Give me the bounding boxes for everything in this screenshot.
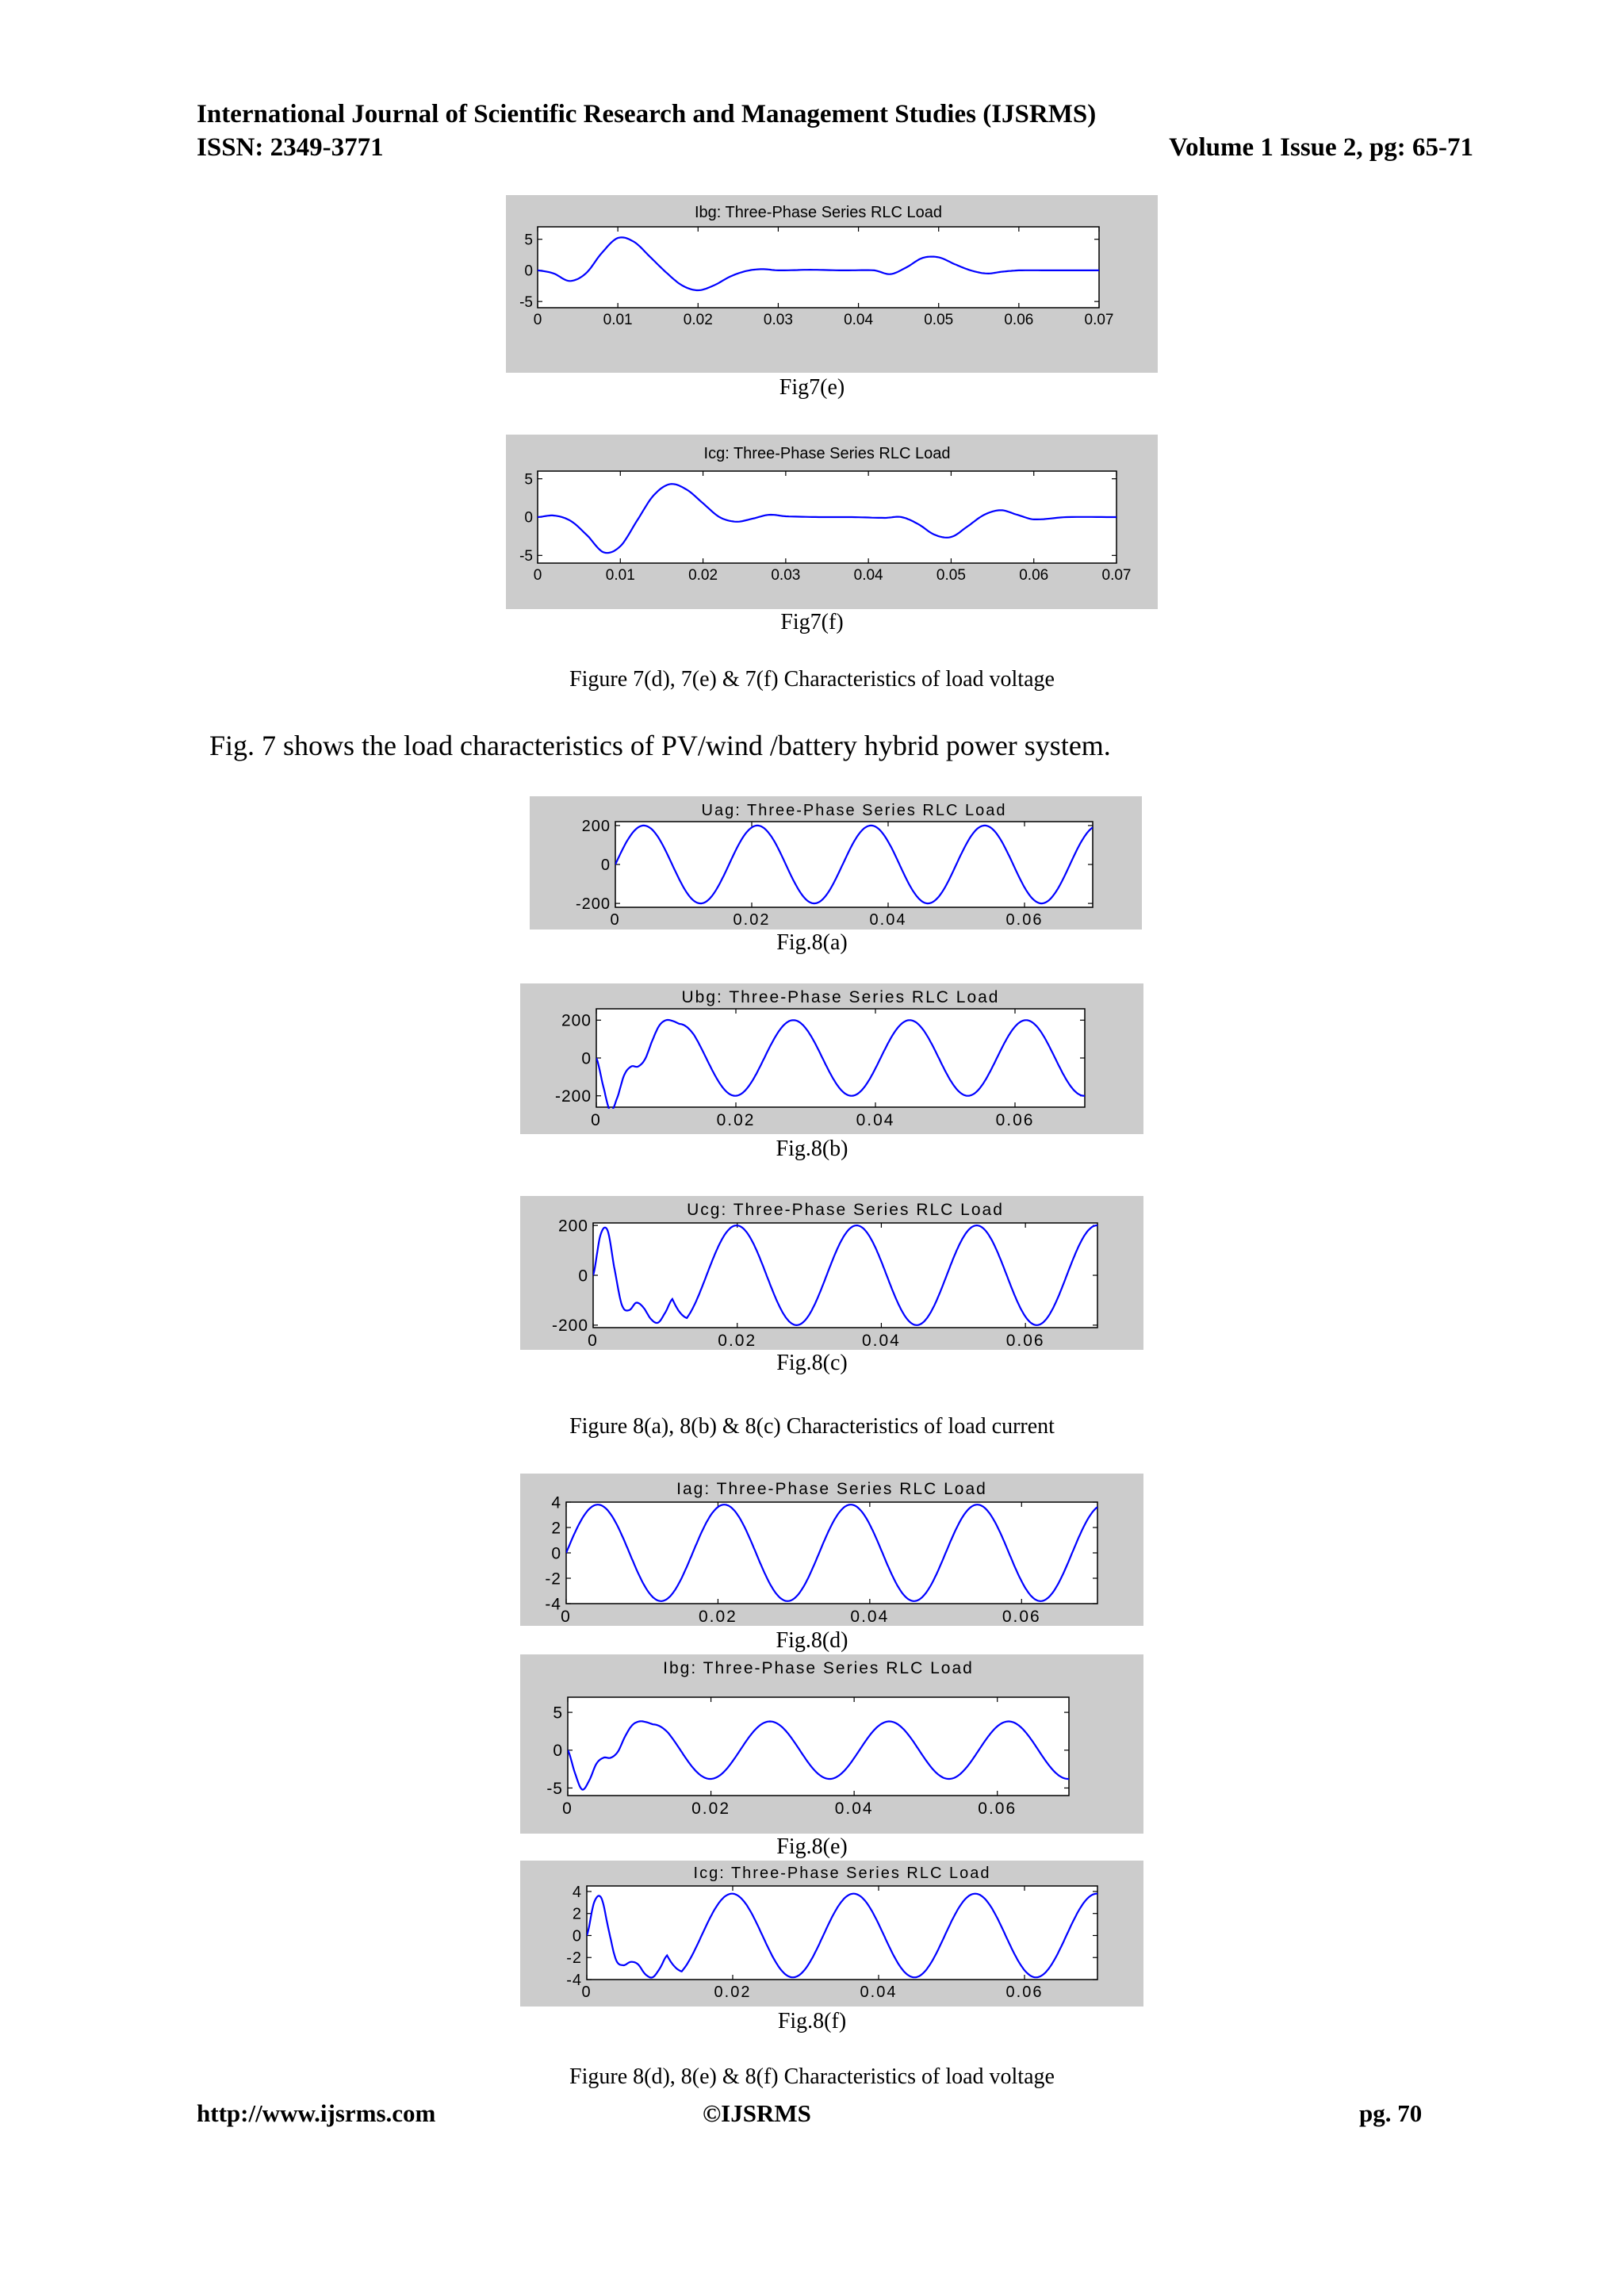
footer-copyright: ©IJSRMS [703, 2099, 811, 2127]
x-tick-label: 0.02 [733, 911, 771, 929]
x-tick-label: 0.02 [714, 1984, 752, 2001]
caption-fig7e: Fig7(e) [779, 375, 845, 400]
y-tick-label: -200 [551, 1317, 588, 1336]
caption-fig8c: Fig.8(c) [776, 1351, 848, 1375]
x-tick-label: 0 [581, 1984, 592, 2001]
chart-8c [520, 1196, 1143, 1350]
chart-8b [520, 983, 1143, 1134]
x-tick-label: 0.07 [1101, 567, 1132, 584]
y-tick-label: 5 [553, 1704, 563, 1723]
caption-fig8f: Fig.8(f) [777, 2009, 847, 2033]
figure-8d [520, 1474, 1143, 1626]
y-tick-label: 0 [600, 857, 611, 874]
y-tick-label: 200 [557, 1217, 588, 1236]
y-tick-label: 0 [524, 263, 533, 280]
y-tick-label: 2 [572, 1905, 582, 1923]
chart-8e [520, 1654, 1143, 1834]
x-tick-label: 0.04 [860, 1984, 898, 2001]
caption-fig8a: Fig.8(a) [776, 930, 848, 955]
x-tick-label: 0.05 [936, 567, 966, 584]
x-tick-label: 0.02 [683, 312, 713, 328]
x-tick-label: 0.03 [771, 567, 801, 584]
caption-fig8d: Fig.8(d) [776, 1628, 848, 1653]
x-tick-label: 0.03 [763, 312, 793, 328]
y-tick-label: 0 [553, 1742, 563, 1761]
y-tick-label: 2 [551, 1519, 561, 1538]
chart-title: Ubg: Three-Phase Series RLC Load [681, 988, 1000, 1006]
chart-title: Ibg: Three-Phase Series RLC Load [663, 1659, 974, 1677]
x-tick-label: 0.02 [691, 1800, 731, 1818]
x-tick-label: 0.06 [1005, 911, 1044, 929]
figure-7f [506, 435, 1158, 609]
x-tick-label: 0.04 [856, 1111, 895, 1129]
x-tick-label: 0.06 [1002, 1608, 1041, 1626]
x-tick-label: 0 [588, 1332, 599, 1350]
body-paragraph: Fig. 7 shows the load characteristics of PV/wind /battery hybrid power system. [209, 730, 1111, 761]
x-tick-label: 0.06 [1004, 312, 1034, 328]
y-tick-label: -200 [575, 895, 611, 914]
caption-fig8e: Fig.8(e) [776, 1834, 848, 1859]
chart-7f [506, 435, 1158, 609]
x-tick-label: 0 [591, 1111, 602, 1129]
chart-8a [530, 796, 1142, 930]
x-tick-label: 0.01 [605, 567, 635, 584]
y-tick-label: 200 [581, 817, 611, 835]
header-line-2 [197, 132, 1473, 163]
x-tick-label: 0.04 [844, 312, 874, 328]
plot-area [568, 1697, 1069, 1796]
y-tick-label: 0 [578, 1267, 588, 1286]
x-tick-label: 0.04 [834, 1800, 874, 1818]
figure-8f [520, 1861, 1143, 2007]
y-tick-label: -4 [566, 1972, 582, 1989]
x-tick-label: 0.06 [995, 1111, 1035, 1129]
y-tick-label: -5 [519, 293, 533, 311]
x-tick-label: 0.02 [688, 567, 718, 584]
caption-fig7f: Fig7(f) [780, 610, 844, 634]
chart-8d [520, 1474, 1143, 1626]
plot-area [615, 822, 1093, 907]
x-tick-label: 0 [533, 567, 542, 584]
y-tick-label: 200 [561, 1011, 592, 1030]
x-tick-label: 0.04 [853, 567, 883, 584]
journal-title: International Journal of Scientific Research and Management Studies (IJSRMS) [197, 100, 1097, 128]
chart-title: Ibg: Three-Phase Series RLC Load [694, 204, 943, 221]
y-tick-label: -5 [546, 1779, 563, 1798]
x-tick-label: 0.02 [716, 1111, 756, 1129]
caption-figure7: Figure 7(d), 7(e) & 7(f) Characteristics of load voltage [569, 667, 1055, 692]
y-tick-label: 4 [572, 1883, 582, 1901]
chart-8f [520, 1861, 1143, 2007]
x-tick-label: 0.06 [1005, 1332, 1045, 1350]
x-tick-label: 0.06 [1019, 567, 1049, 584]
x-tick-label: 0.04 [861, 1332, 901, 1350]
plot-area [596, 1009, 1085, 1107]
chart-title: Iag: Three-Phase Series RLC Load [676, 1480, 987, 1498]
x-tick-label: 0.04 [869, 911, 907, 929]
figure-8c [520, 1196, 1143, 1350]
x-tick-label: 0.02 [718, 1332, 757, 1350]
issn: ISSN: 2349-3771 [197, 133, 384, 162]
x-tick-label: 0.01 [603, 312, 633, 328]
footer-page-number: pg. 70 [1359, 2099, 1423, 2127]
chart-title: Icg: Three-Phase Series RLC Load [693, 1865, 991, 1882]
y-tick-label: 0 [572, 1927, 582, 1945]
caption-fig8b: Fig.8(b) [776, 1137, 848, 1161]
y-tick-label: 4 [551, 1493, 561, 1512]
y-tick-label: -2 [545, 1570, 561, 1589]
figure-8a [530, 796, 1142, 930]
x-tick-label: 0 [562, 1800, 573, 1818]
y-tick-label: 0 [524, 509, 533, 527]
y-tick-label: 0 [551, 1544, 561, 1563]
x-tick-label: 0.02 [698, 1608, 737, 1626]
x-tick-label: 0 [561, 1608, 572, 1626]
y-tick-label: 5 [524, 232, 533, 249]
chart-title: Uag: Three-Phase Series RLC Load [701, 802, 1007, 819]
caption-figure8def: Figure 8(d), 8(e) & 8(f) Characteristics of load voltage [569, 2064, 1055, 2089]
chart-title: Ucg: Three-Phase Series RLC Load [687, 1201, 1004, 1219]
x-tick-label: 0 [533, 312, 542, 328]
x-tick-label: 0.05 [924, 312, 954, 328]
y-tick-label: -200 [554, 1087, 592, 1106]
x-tick-label: 0.07 [1084, 312, 1114, 328]
chart-7e [506, 195, 1158, 373]
y-tick-label: -4 [545, 1595, 561, 1614]
x-tick-label: 0.06 [978, 1800, 1017, 1818]
x-tick-label: 0.04 [850, 1608, 890, 1626]
footer-url[interactable]: http://www.ijsrms.com [197, 2099, 436, 2127]
volume-info: Volume 1 Issue 2, pg: 65-71 [1169, 133, 1473, 162]
y-tick-label: -2 [566, 1949, 582, 1968]
x-tick-label: 0.06 [1005, 1984, 1044, 2001]
chart-title: Icg: Three-Phase Series RLC Load [703, 445, 951, 462]
figure-8e [520, 1654, 1143, 1834]
plot-area [538, 227, 1099, 308]
y-tick-label: 0 [581, 1049, 592, 1068]
figure-8b [520, 983, 1143, 1134]
caption-figure8abc: Figure 8(a), 8(b) & 8(c) Characteristics of load current [569, 1414, 1055, 1439]
x-tick-label: 0 [610, 911, 621, 929]
figure-7e [506, 195, 1158, 373]
y-tick-label: 5 [524, 471, 533, 489]
y-tick-label: -5 [519, 547, 533, 565]
